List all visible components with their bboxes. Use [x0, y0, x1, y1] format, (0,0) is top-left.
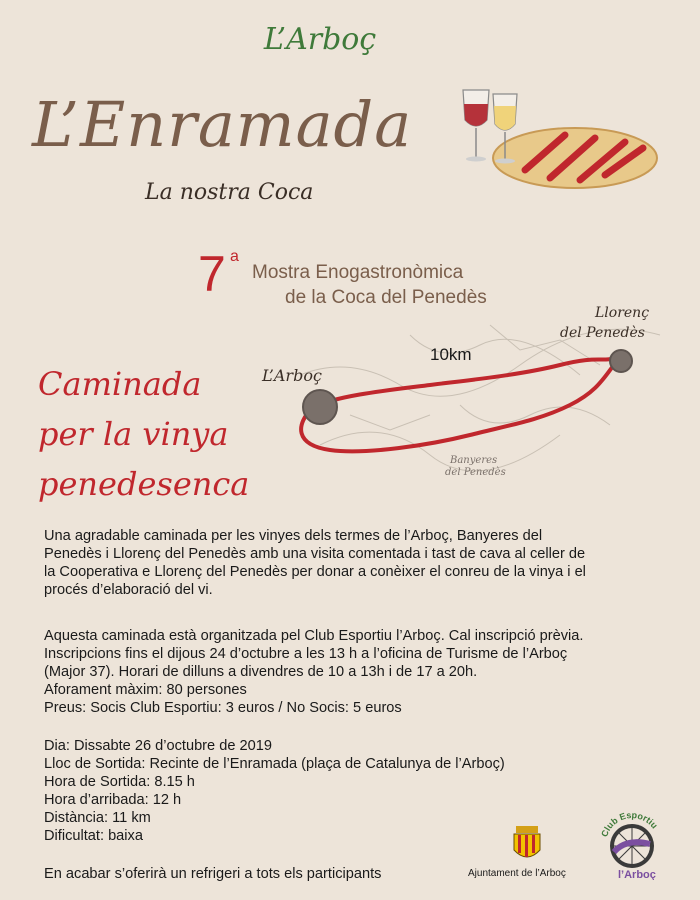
desc-line: Una agradable caminada per les vinyes dels termes de l’Arboç, Banyeres del	[44, 528, 543, 544]
club-esportiu-logo	[596, 808, 668, 880]
walk-title-line-3: penedesenca	[38, 465, 250, 503]
info-start-place: Lloc de Sortida: Recinte de l’Enramada (plaça de Catalunya de l’Arboç)	[44, 756, 505, 772]
main-title: L’Enramada	[32, 88, 413, 161]
org-line: Inscripcions fins el dijous 24 d’octubre a les 13 h a l’oficina de Turisme de l’Arboç	[44, 646, 568, 662]
desc-line: la Cooperativa e Llorenç del Penedès per donar a conèixer el conreu de la vinya i el	[44, 564, 586, 580]
map-distance: 10km	[430, 345, 472, 364]
town-name: L’Arboç	[263, 22, 377, 57]
edition-ordinal: a	[230, 248, 239, 265]
map-mid-label-1: Banyeres	[450, 455, 498, 466]
start-marker	[303, 390, 337, 424]
town-crest-icon	[510, 826, 544, 864]
desc-line: procés d’elaboració del vi.	[44, 582, 213, 598]
walk-title-line-1: Caminada	[38, 365, 202, 403]
org-line: (Major 37). Horari de dilluns a divendres de 10 a 13h i de 17 a 20h.	[44, 664, 478, 680]
info-difficulty: Dificultat: baixa	[44, 828, 143, 844]
info-list	[44, 737, 505, 845]
desc-line: Penedès i Llorenç del Penedès amb una visita comentada i tast de cava al celler de	[44, 546, 586, 562]
info-distance: Distància: 11 km	[44, 810, 151, 826]
info-arrival-time: Hora d’arribada: 12 h	[44, 792, 182, 808]
walk-title-line-2: per la vinya	[38, 415, 229, 453]
subtitle: La nostra Coca	[145, 180, 314, 205]
farewell-note: En acabar s’oferirà un refrigeri a tots els participants	[44, 866, 382, 882]
club-top-text: Club Esportiu	[599, 809, 660, 839]
info-start-time: Hora de Sortida: 8.15 h	[44, 774, 195, 790]
org-line: Aquesta caminada està organitzada pel Club Esportiu l’Arboç. Cal inscripció prèvia.	[44, 628, 584, 644]
org-line: Aforament màxim: 80 persones	[44, 682, 247, 698]
map-start-label: L’Arboç	[262, 366, 322, 385]
end-marker	[610, 350, 632, 372]
route-map	[260, 295, 690, 505]
wine-and-coca-illustration	[455, 80, 665, 200]
map-mid-label-2: del Penedès	[445, 467, 506, 478]
description-paragraph	[44, 527, 660, 599]
edition-number: 7	[198, 246, 226, 302]
club-bottom-text: l’Arboç	[618, 869, 656, 880]
map-end-label-1: Llorenç	[595, 305, 650, 321]
edition-line-1: Mostra Enogastronòmica	[252, 262, 464, 283]
organization-paragraph	[44, 627, 660, 717]
map-end-label-2: del Penedès	[560, 325, 645, 341]
edition-line-2: de la Coca del Penedès	[285, 287, 487, 308]
info-date: Dia: Dissabte 26 d’octubre de 2019	[44, 738, 272, 754]
ajuntament-label: Ajuntament de l’Arboç	[468, 868, 566, 879]
org-line: Preus: Socis Club Esportiu: 3 euros / No Socis: 5 euros	[44, 700, 402, 716]
